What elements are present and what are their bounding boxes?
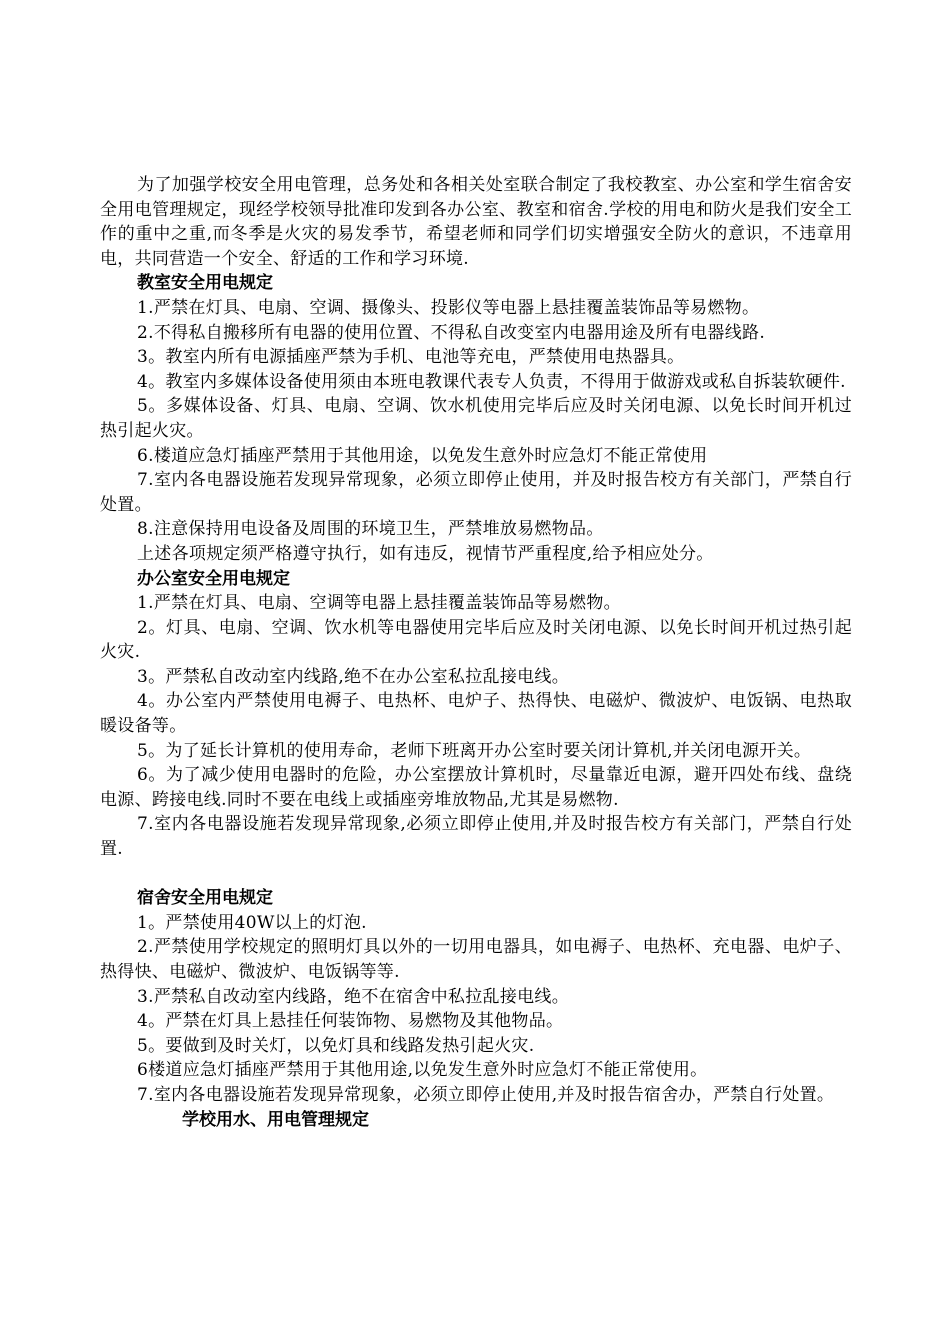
document-page xyxy=(100,173,852,1132)
office-rule: 7.室内各电器设施若发现异常现象,必须立即停止使用,并及时报告校方有关部门，严禁自行处置. xyxy=(100,814,852,860)
classroom-rule: 2.不得私自搬移所有电器的使用位置、不得私自改变室内电器用途及所有电器线路. xyxy=(137,322,766,343)
office-rule: 1.严禁在灯具、电扇、空调等电器上悬挂覆盖装饰品等易燃物。 xyxy=(137,593,621,614)
classroom-rule: 1.严禁在灯具、电扇、空调、摄像头、投影仪等电器上悬挂覆盖装饰品等易燃物。 xyxy=(137,297,760,318)
office-rule: 2。灯具、电扇、空调、饮水机等电器使用完毕后应及时关闭电源、以免长时间开机过热引起火灾. xyxy=(100,617,852,663)
dorm-rule: 4。严禁在灯具上悬挂任何装饰物、易燃物及其他物品。 xyxy=(137,1011,564,1032)
classroom-rule: 5。多媒体设备、灯具、电扇、空调、饮水机使用完毕后应及时关闭电源、以免长时间开机过热引起火灾。 xyxy=(100,396,852,441)
classroom-rule: 4。教室内多媒体设备使用须由本班电教课代表专人负责，不得用于做游戏或私自拆装软硬件. xyxy=(137,371,846,392)
office-section-title: 办公室安全用电规定 xyxy=(137,568,290,589)
office-rule: 3。严禁私自改动室内线路,绝不在办公室私拉乱接电线。 xyxy=(137,666,570,687)
dorm-section-title: 宿舍安全用电规定 xyxy=(137,888,273,909)
office-rule: 4。办公室内严禁使用电褥子、电热杯、电炉子、热得快、电磁炉、微波炉、电饭锅、电热取暖设备等。 xyxy=(100,691,852,737)
office-rule: 5。为了延长计算机的使用寿命，老师下班离开办公室时要关闭计算机,并关闭电源开关。 xyxy=(137,740,812,761)
office-rule: 6。为了减少使用电器时的危险，办公室摆放计算机时，尽量靠近电源，避开四处布线、盘绕电源、跨接电线.同时不要在电线上或插座旁堆放物品,尤其是易燃物. xyxy=(100,765,852,810)
classroom-section-title: 教室安全用电规定 xyxy=(137,273,273,294)
dorm-rule: 7.室内各电器设施若发现异常现象，必须立即停止使用,并及时报告宿舍办，严禁自行处置。 xyxy=(137,1084,835,1105)
classroom-penalty-note: 上述各项规定须严格遵守执行，如有违反，视情节严重程度,给予相应处分。 xyxy=(137,543,714,564)
dorm-rule: 1。严禁使用40W以上的灯泡. xyxy=(137,912,367,933)
dorm-rule: 3.严禁私自改动室内线路，绝不在宿舍中私拉乱接电线。 xyxy=(137,986,570,1007)
classroom-rule: 8.注意保持用电设备及周围的环境卫生，严禁堆放易燃物品。 xyxy=(137,519,604,540)
dorm-rule: 5。要做到及时关灯，以免灯具和线路发热引起火灾. xyxy=(137,1035,535,1056)
intro-paragraph: 为了加强学校安全用电管理，总务处和各相关处室联合制定了我校教室、办公室和学生宿舍安全用电管理规定，现经学校领导批准印发到各办公室、教室和宿舍.学校的用电和防火是我们安全工作的重中之重,而冬季是火灾的易发季节，希望老师和同学们切实增强安全防火的意识，不违章用电，共同营造一个安全、舒适的工作和学习环境. xyxy=(100,175,852,269)
dorm-rule: 2.严禁使用学校规定的照明灯具以外的一切用电器具，如电褥子、电热杯、充电器、电炉子、热得快、电磁炉、微波炉、电饭锅等等. xyxy=(100,937,852,982)
classroom-rule: 6.楼道应急灯插座严禁用于其他用途，以免发生意外时应急灯不能正常使用 xyxy=(137,445,708,466)
water-electricity-section-title: 学校用水、用电管理规定 xyxy=(182,1109,369,1130)
classroom-rule: 3。教室内所有电源插座严禁为手机、电池等充电，严禁使用电热器具。 xyxy=(137,347,685,368)
blank-line xyxy=(100,862,852,887)
dorm-rule: 6楼道应急灯插座严禁用于其他用途,以免发生意外时应急灯不能正常使用。 xyxy=(137,1060,708,1081)
classroom-rule: 7.室内各电器设施若发现异常现象，必须立即停止使用，并及时报告校方有关部门，严禁自行处置。 xyxy=(100,470,852,515)
